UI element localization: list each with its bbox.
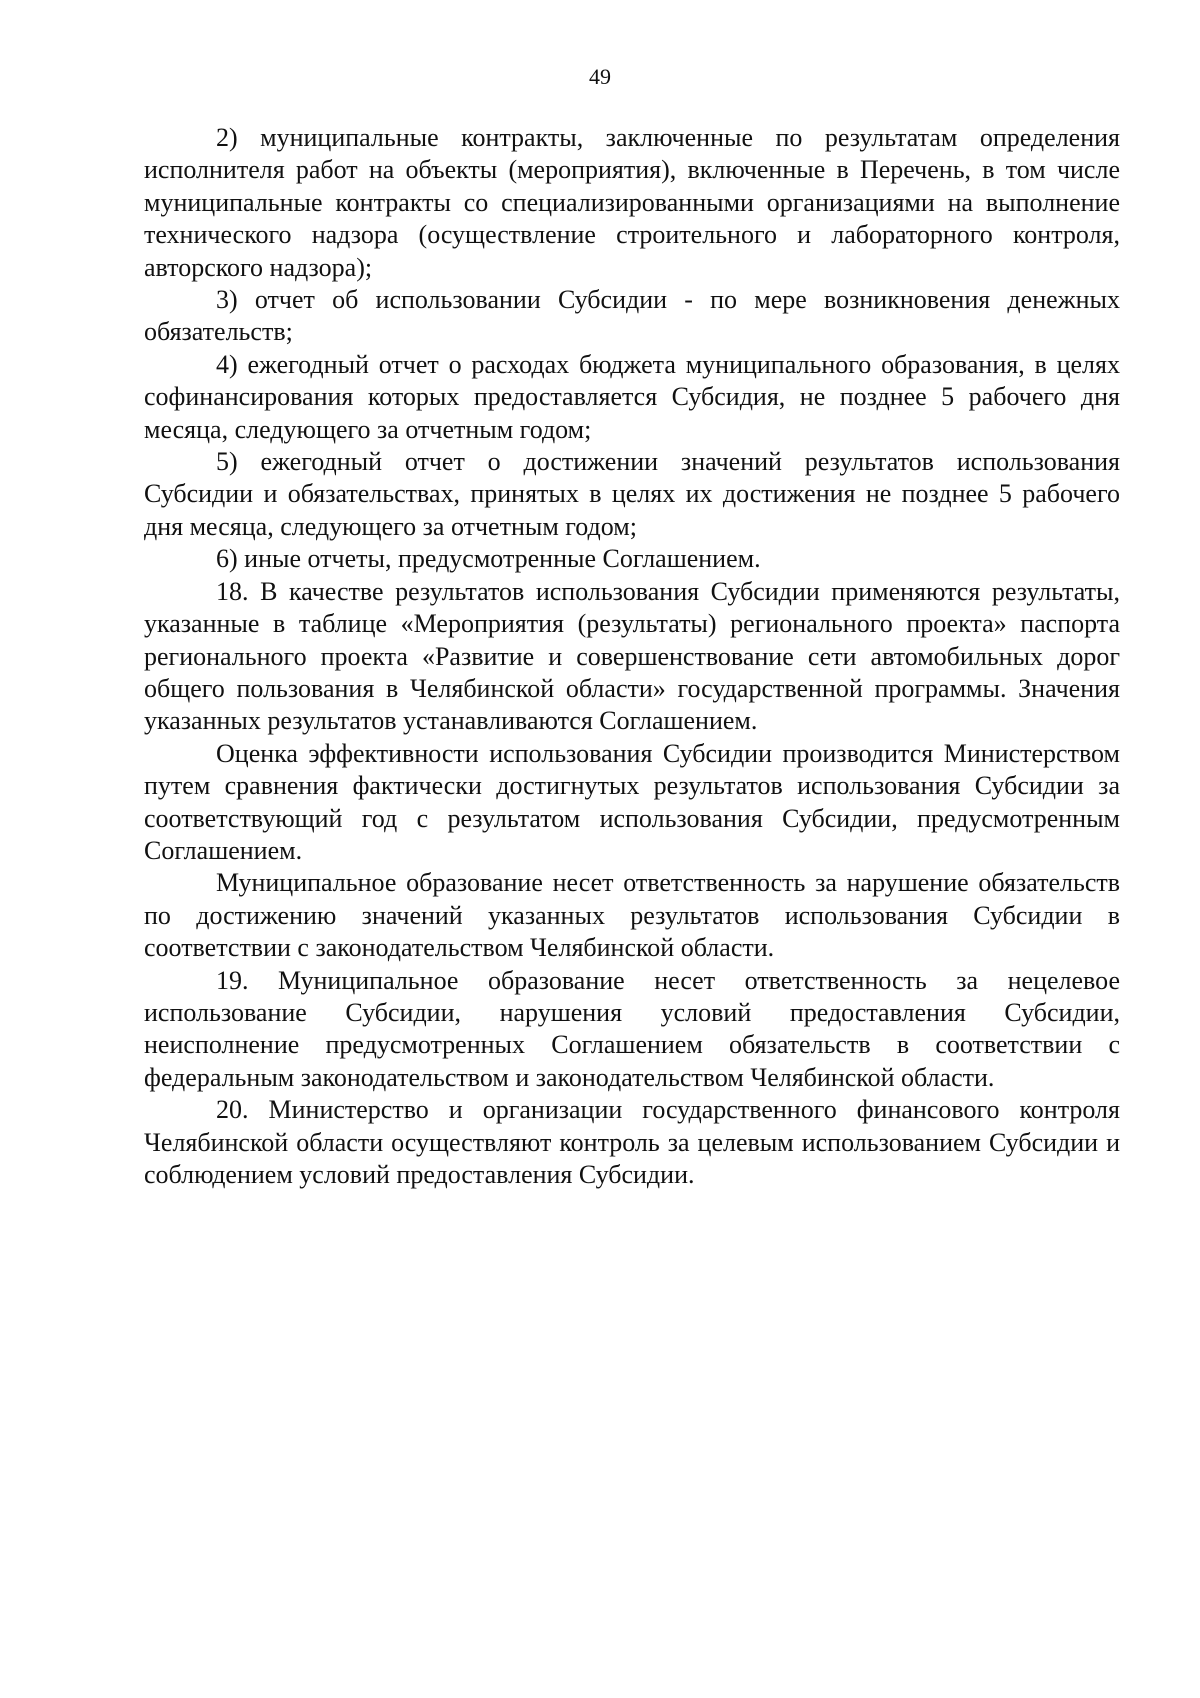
paragraph-clause-20: 20. Министерство и организации государственного финансового контроля Челябинской области осуществляют контроль за целевым использованием Субсидии и соблюдением условий предоставления Субсидии.: [144, 1095, 1120, 1189]
page-number: 49: [589, 64, 611, 89]
paragraph-item-3-subsidy-report: 3) отчет об использовании Субсидии - по мере возникновения денежных обязательств;: [144, 285, 1120, 347]
document-body: [144, 122, 1120, 1191]
paragraph-responsibility-results: Муниципальное образование несет ответственность за нарушение обязательств по достижению значений указанных результатов использования Субсидии в соответствии с законодательством Челябинской области.: [144, 868, 1120, 963]
paragraph-clause-18: 18. В качестве результатов использования Субсидии применяются результаты, указанные в таблице «Мероприятия (результаты) регионального проекта» паспорта регионального проекта «Развитие и совершенствование сети автомобильных дорог общего пользования в Челябинской области» государственной программы. Значения указанных результатов устанавливаются Соглашением.: [144, 576, 1120, 736]
paragraph-item-5-results-report: 5) ежегодный отчет о достижении значений результатов использования Субсидии и обязательствах, принятых в целях их достижения не позднее 5 рабочего дня месяца, следующего за отчетным годом;: [144, 447, 1120, 541]
paragraph-item-6-other-reports: 6) иные отчеты, предусмотренные Соглашением.: [216, 544, 761, 574]
paragraph-item-4-budget-report: 4) ежегодный отчет о расходах бюджета муниципального образования, в целях софинансирования которых предоставляется Субсидия, не позднее 5 рабочего дня месяца, следующего за отчетным годом;: [144, 349, 1120, 444]
paragraph-efficiency-assessment: Оценка эффективности использования Субсидии производится Министерством путем сравнения фактически достигнутых результатов использования Субсидии за соответствующий год с результатом использования Субсидии, предусмотренным Соглашением.: [144, 738, 1120, 865]
paragraph-clause-19: 19. Муниципальное образование несет ответственность за нецелевое использование Субсидии, нарушения условий предоставления Субсидии, неисполнение предусмотренных Соглашением обязательств в соответствии с федеральным законодательством и законодательством Челябинской области.: [144, 965, 1120, 1092]
paragraph-item-2-contracts: 2) муниципальные контракты, заключенные по результатам определения исполнителя работ на объекты (мероприятия), включенные в Перечень, в том числе муниципальные контракты со специализированными организациями на выполнение технического надзора (осуществление строительного и лабораторного контроля, авторского надзора);: [144, 123, 1120, 282]
